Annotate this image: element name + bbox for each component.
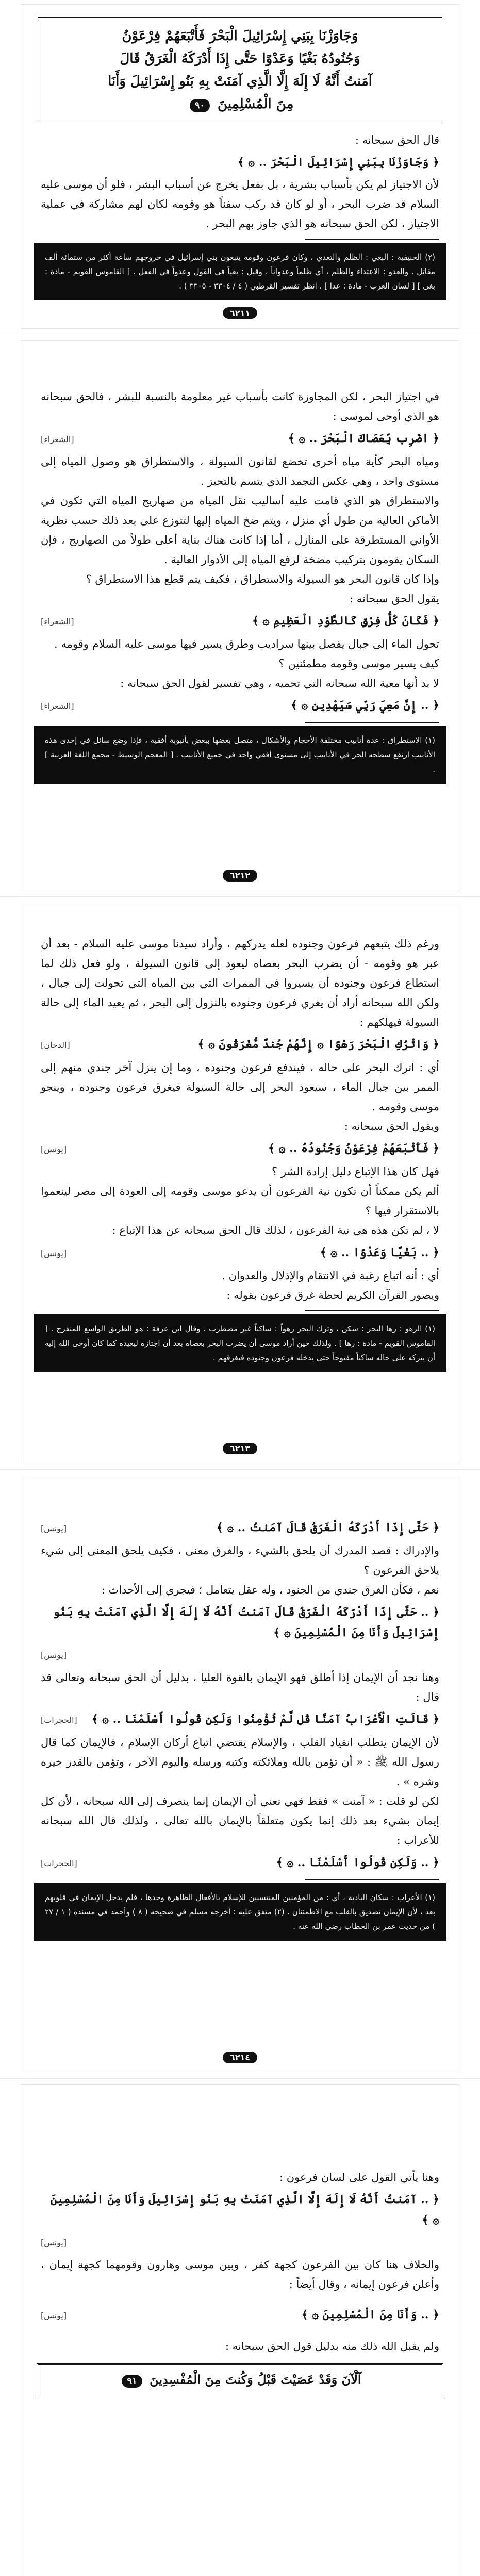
verse-quote: ﴿ .. بَغْيًا وَعَدْوًا .. ۞ ﴾ [يونس] xyxy=(41,1242,439,1264)
verse-quote: ﴿ قَالَتِ الْأَعْرَابُ آمَنَّا قُل لَّمْ تُؤْمِنُوا وَلَكِن قُولُوا أَسْلَمْنَا .. ۞ ﴾ [الحجرات] xyxy=(41,1709,439,1731)
paragraph: ألم يكن ممكناً أن تكون نية الفرعون أن يدعو موسى وقومه إلى العودة إلى مصر لينعموا بالاستقرار فيها ؟ xyxy=(41,1185,439,1217)
banner-line: وَجَاوَزْنَا بِبَنِي إِسْرَائِيلَ الْبَحْرَ فَأَتْبَعَهُمْ فِرْعَوْنُ xyxy=(122,28,358,44)
paragraph: فهل كان هذا الإتباع دليل إرادة الشر ؟ xyxy=(272,1165,439,1178)
surah-reference: [يونس] xyxy=(41,2311,67,2320)
paragraph: لا ، لم تكن هذه هي نية الفرعون ، لذلك قال الحق سبحانه عن هذا الإتباع : xyxy=(112,1224,439,1236)
verse-quote: ﴿ حَتَّى إِذَا أَدْرَكَهُ الْغَرَقُ قَالَ آمَنتُ .. ۞ ﴾ [يونس] xyxy=(41,1517,439,1539)
paragraph: لكن لو قلت : « آمنت » فقط فهي تعني أن الإيمان إنما ينصرف إلى الله سبحانه ، لأن كل إيمان بشيء بعد ذلك إنما يكون متعلقاً بالإيمان بالله تعالى ، ولذلك قال الله سبحانه للأعراب : xyxy=(41,1795,440,1846)
verse-quote: ﴿ وَجَاوَزْنَا بِبَنِي إِسْرَائِيلَ الْبَحْرَ .. ۞ ﴾ xyxy=(237,156,439,169)
paragraph: وإذا كان قانون البحر هو السيولة والاستطراق ، فكيف يتم قطع هذا الاستطراق ؟ xyxy=(86,573,439,585)
verse-quote: ﴿ .. وَأَنَا مِنَ الْمُسْلِمِينَ ۞ ﴾ [يونس] xyxy=(41,2304,439,2326)
paragraph: في اجتياز البحر ، لكن المجاوزة كانت بأسباب غير معلومة بالنسبة للبشر ، فالحق سبحانه هو الذي أوحى لموسى : xyxy=(41,391,439,422)
paragraph: أي : أنه اتباع رغبة في الانتقام والإذلال والعدوان . xyxy=(222,1269,439,1282)
paragraph: لا بد أنها معية الله سبحانه التي تحميه ، وهي تفسير لقول الحق سبحانه : xyxy=(120,677,439,689)
paragraph: ويقول الحق سبحانه : xyxy=(344,1120,439,1132)
paragraph: وهنا نجد أن الإيمان إذا أطلق فهو الإيمان بالقوة العليا ، بدليل أن الحق سبحانه وتعالى قد قال : xyxy=(41,1671,439,1703)
paragraph: قال الحق سبحانه : xyxy=(355,134,439,146)
verse-quote: ﴿ .. إِنَّ مَعِيَ رَبِّي سَيَهْدِينِ ۞ ﴾ [الشعراء] xyxy=(41,695,439,717)
paragraph: كيف يسير موسى وقومه مطمئنين ؟ xyxy=(278,657,439,670)
surah-reference: [الحجرات] xyxy=(41,1858,77,1868)
paragraph: ويصور القرآن الكريم لحظة غرق فرعون بقوله : xyxy=(226,1289,439,1301)
surah-reference: [الدخان] xyxy=(41,1040,70,1050)
footnote-divider xyxy=(305,239,439,240)
page-number: ٦٢١٤ xyxy=(21,2052,459,2063)
verse-quote: ﴿ فَكَانَ كُلُّ فِرْقٍ كَالطَّوْدِ الْعَظِيمِ ۞ ﴾ [الشعراء] xyxy=(41,611,439,632)
surah-reference: [يونس] xyxy=(41,1248,67,1258)
footnote-box: (١) الأعراب : سكان البادية ، أي : من المؤمنين المنتسبين للإسلام بالأفعال الظاهرة وحدها ، فلم يدخل الإيمان في قلوبهم بعد ، لأن الإيمان تصديق بالقلب مع الاطمئنان . (٢) متفق عليه : أخرجه مسلم في صحيحه ( ٨ ) وأحمد في مسنده ( ١ / ٢٧ ) من حديث عمر بن الخطاب رضي الله عنه . xyxy=(34,1883,446,1941)
paragraph: لأن الإيمان يتطلب انقياد القلب ، والإسلام يقتضي اتباع أركان الإسلام ، فالإيمان كما قال رسول الله ﷺ : « أن تؤمن بالله وملائكته وكتبه ورسله واليوم الآخر ، وتؤمن بالقدر خيره وشره » . xyxy=(41,1736,439,1788)
surah-reference: [يونس] xyxy=(41,1650,67,1660)
book-page-2 xyxy=(21,340,459,891)
paragraph: يقول الحق سبحانه : xyxy=(350,592,439,605)
page-number: ٦٢١٢ xyxy=(21,870,459,882)
surah-reference: [الشعراء] xyxy=(41,434,74,444)
verse-quote: ﴿ فَأَتْبَعَهُمْ فِرْعَوْنُ وَجُنُودُهُ .. ۞ ﴾ [يونس] xyxy=(41,1138,439,1160)
paragraph: أي : اترك البحر على حاله ، فيندفع فرعون وجنوده ، وما إن ينزل آخر جندي منهم إلى الممر بين جبال الماء ، سيعود البحر إلى حالة السيولة فيغرق فرعون وجنوده ، وينجو موسى وقومه . xyxy=(41,1061,439,1113)
footnote-divider xyxy=(305,722,439,723)
surah-reference: [يونس] xyxy=(41,2238,67,2247)
footnote-box: (١) الاستطراق : عدة أنابيب مختلفة الأحجام والأشكال ، متصل بعضها ببعض بأنبوبة أفقية ، فإذا وضع سائل في إحدى هذه الأنابيب ارتفع سطحه الحر في الأنابيب إلى مستوى أفقي واحد في جميع الأنابيب . [ المعجم الوسيط - مجمع اللغة العربية ] . xyxy=(34,726,446,784)
paragraph: لأن الاجتياز لم يكن بأسباب بشرية ، بل بفعل يخرج عن أسباب البشر ، فلو أن موسى عليه السلام قد ضرب البحر ، أو لو كان قد ركب سفناً هو وقومه لكان لهم مشاركة في عملية الاجتياز ، لكن الحق سبحانه هو الذي جاوز بهم البحر . xyxy=(41,178,439,230)
surah-reference: [الشعراء] xyxy=(41,701,74,711)
banner-line: آمَنتُ أَنَّهُ لَا إِلَهَ إِلَّا الَّذِي آمَنَتْ بِهِ بَنُو إِسْرَائِيلَ وَأَنَا xyxy=(107,74,373,89)
verse-reference-row xyxy=(41,1645,439,1666)
page-separator xyxy=(0,896,480,897)
book-page-5 xyxy=(21,2084,459,2576)
footnote-divider xyxy=(305,1310,439,1311)
paragraph: نعم ، فكأن الغرق جندي من الجنود ، وله عقل يتعامل ؛ فيجري إلى الأحداث : xyxy=(101,1584,439,1596)
paragraph: والخلاف هنا كان بين الفرعون كجهة كفر ، وبين موسى وهارون وقومهما كجهة إيمان ، وأعلن فرعون إيمانه ، وقال أيضاً : xyxy=(41,2259,439,2291)
footnote-divider xyxy=(305,1879,439,1880)
page-separator xyxy=(0,1469,480,1470)
footnote-box: (٢) الحنيفية : البغي : الظلم والتعدي ، وكان فرعون وقومه يتبعون بني إسرائيل في خروجهم ساعة أكثر من ستمائة ألف مقاتل . والعدو : الاعتداء والظلم ، أي ظلماً وعدواناً ، وقيل : بغياً في القول وعدواً في الفعل . [ القاموس القويم - مادة : بغى ] [ لسان العرب - مادة : عدا ] . انظر تفسير القرطبي ( ٤ / ٣٣٠٤ - ٣٣٠٥ ) . xyxy=(34,243,446,300)
banner-line: وَجُنُودُهُ بَغْيًا وَعَدْوًا حَتَّى إِذَا أَدْرَكَهُ الْغَرَقُ قَالَ xyxy=(120,51,360,66)
paragraph: تحول الماء إلى جبال يفصل بينها سراديب وطرق يسير فيها موسى عليه السلام وقومه . xyxy=(54,638,439,650)
paragraph: ولم يقبل الله ذلك منه بدليل قول الحق سبحانه : xyxy=(225,2340,439,2352)
paragraph: والإدراك : قصد المدرك أن يلحق بالشيء ، والغرق معنى ، فكيف يلحق المعنى إلى شيء يلاحق الفرعون ؟ xyxy=(41,1545,439,1577)
verse-quote: ﴿ .. وَلَكِن قُولُوا أَسْلَمْنَا .. ۞ ﴾ [الحجرات] xyxy=(41,1852,439,1874)
quran-verse-banner xyxy=(37,16,443,122)
verse-reference-row xyxy=(41,2232,439,2253)
surah-reference: [الشعراء] xyxy=(41,617,74,626)
paragraph: ورغم ذلك يتبعهم فرعون وجنوده لعله يدركهم ، وأراد سيدنا موسى عليه السلام - بعد أن عبر هو وقومه - أن يضرب البحر بعصاه ليعود إلى قانون السيولة ، ولو فعل ذلك لما استطاع فرعون وجنوده أن يسيروا في الممرات التي بين المياه التي تحولت إلى جبال ، ولكن الله سبحانه أراد أن يغري فرعون وجنوده بالنزول إلى البحر ، ثم يعيد الماء إلى حالة السيولة فيهلكهم : xyxy=(41,938,439,1028)
surah-reference: [الحجرات] xyxy=(41,1715,77,1725)
verse-quote: ﴿ .. حَتَّى إِذَا أَدْرَكَهُ الْغَرَقُ قَالَ آمَنتُ أَنَّهُ لَا إِلَهَ إِلَّا الَّذِي آمَنَتْ بِهِ بَنُو إِسْرَائِيلَ وَأَنَا مِنَ الْمُسْلِمِينَ ۞ ﴾ xyxy=(53,1605,439,1639)
ayah-number-badge: ٩٠ xyxy=(190,99,210,112)
quran-verse-banner: آلْآنَ وَقَدْ عَصَيْتَ قَبْلُ وَكُنتَ مِنَ الْمُفْسِدِينَ ٩١ xyxy=(37,2363,443,2396)
surah-reference: [يونس] xyxy=(41,1144,67,1154)
book-page-3 xyxy=(21,903,459,1464)
verse-quote: ﴿ اضْرِب بِّعَصَاكَ الْبَحْرَ .. ۞ ﴾ [الشعراء] xyxy=(41,428,439,450)
page-number: ٦٢١١ xyxy=(21,307,459,319)
footnote-box: (١) الرهو : رها البحر : سكن ، وترك البحر رهواً : ساكناً غير مضطرب ، وقال ابن عرفة : هو الطريق الواسع المنفرج . [ القاموس القويم - مادة : رها ] . ولذلك حين أراد موسى أن يضرب البحر بعصاه بعد أن اجتازه ليعيده كما كان أوحى الله إليه أن يتركه على حاله ساكناً مفتوحاً حتى يدخله فرعون وجنوده فيغرقهم . xyxy=(34,1314,446,1372)
paragraph: والاستطراق هو الذي قامت عليه أساليب نقل المياه من صهاريج المياه التي تكون في الأماكن العالية من طول أي منزل ، ويتم ضخ المياه إليها لتتوزع على بعد ذلك حسب نظرية الأواني المستطرقة على المنازل ، أما إذا كانت هناك بناية أعلى طولاً من الصهاريج ، فإن السكان يقومون بتركيب مضخة لرفع المياه إلى الأدوار العالية . xyxy=(41,495,439,566)
verse-quote: ﴿ .. آمَنتُ أَنَّهُ لَا إِلَهَ إِلَّا الَّذِي آمَنَتْ بِهِ بَنُو إِسْرَائِيلَ وَأَنَا مِنَ الْمُسْلِمِينَ ۞ ﴾ xyxy=(50,2193,439,2227)
surah-reference: [يونس] xyxy=(41,1523,67,1533)
book-page-4 xyxy=(21,1476,459,2073)
paragraph: ومياه البحر كأية مياه أخرى تخضع لقانون السيولة ، والاستطراق هو وصول المياه إلى مستوى واحد ، وهي عكس التجمد الذي يتسم بالتحيز . xyxy=(41,455,439,487)
ayah-number-badge: ٩١ xyxy=(122,2375,142,2388)
verse-quote: ﴿ وَاتْرُكِ الْبَحْرَ رَهْوًا ۞ إِنَّهُمْ جُندٌ مُّغْرَقُونَ ۞ ﴾ [الدخان] xyxy=(41,1034,439,1056)
page-number: ٦٢١٣ xyxy=(21,1443,459,1454)
page-separator xyxy=(0,2078,480,2079)
banner-line: مِنَ الْمُسْلِمِينَ ٩٠ xyxy=(47,93,433,115)
book-page-1 xyxy=(21,4,459,329)
paragraph: وهنا يأتي القول على لسان فرعون : xyxy=(279,2171,439,2183)
